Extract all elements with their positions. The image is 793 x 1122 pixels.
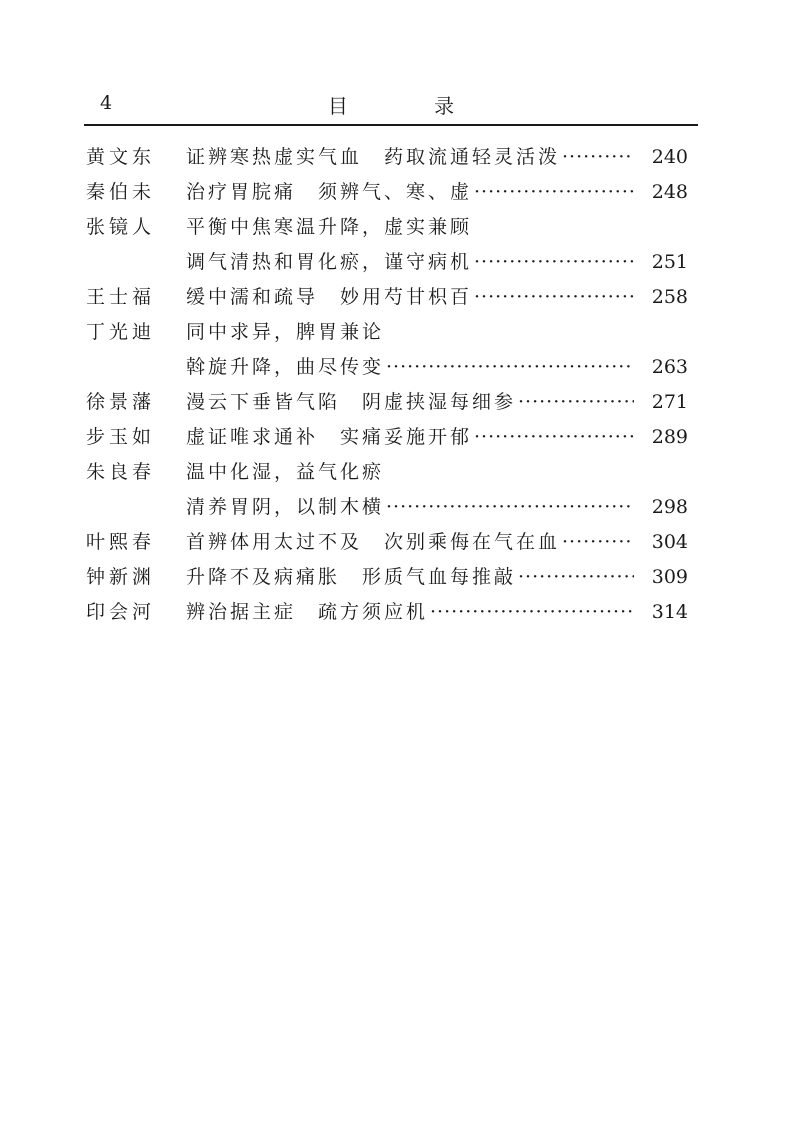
toc-entry — [84, 385, 688, 420]
dot-leader — [474, 175, 634, 210]
toc-title-text: 缓中濡和疏导 妙用芍甘枳百 — [186, 286, 473, 308]
toc-title-text: 治疗胃脘痛 须辨气、寒、虚 — [186, 181, 473, 203]
toc-line — [84, 315, 688, 350]
toc-author: 钟新渊 — [86, 566, 156, 588]
toc-entry — [84, 280, 688, 315]
toc-title-text: 斡旋升降，曲尽传变 — [186, 356, 385, 378]
toc-entry — [84, 420, 688, 455]
page-header — [84, 90, 698, 126]
toc-entry — [84, 140, 688, 175]
toc-line — [84, 595, 688, 630]
dot-leader — [562, 525, 634, 560]
toc-line — [84, 210, 688, 245]
dot-leader — [386, 490, 634, 525]
toc-author: 朱良春 — [86, 461, 156, 483]
toc-entry — [84, 560, 688, 595]
toc-author: 叶熙春 — [86, 531, 156, 553]
toc-entry — [84, 595, 688, 630]
dot-leader — [474, 280, 634, 315]
toc-line — [84, 560, 688, 595]
toc-title-text: 调气清热和胃化瘀，谨守病机 — [186, 251, 473, 273]
dot-leader — [474, 420, 634, 455]
toc-page-number: 271 — [651, 391, 688, 413]
toc-line — [84, 525, 688, 560]
toc-entry — [84, 210, 688, 280]
header-rule — [84, 124, 698, 126]
dot-leader — [474, 245, 634, 280]
toc-author: 丁光迪 — [86, 321, 156, 343]
toc-line — [84, 175, 688, 210]
toc-title-text: 漫云下垂皆气陷 阴虚挟湿每细参 — [186, 391, 517, 413]
toc-title-text: 辨治据主症 疏方须应机 — [186, 601, 429, 623]
toc-line — [84, 490, 688, 525]
toc-line — [84, 455, 688, 490]
toc-line — [84, 385, 688, 420]
toc-title-text: 清养胃阴，以制木横 — [186, 496, 385, 518]
toc-page-number: 240 — [651, 146, 688, 168]
toc-line — [84, 280, 688, 315]
toc-author: 黄文东 — [86, 146, 156, 168]
toc-author: 印会河 — [86, 601, 156, 623]
toc-page-number: 304 — [651, 531, 688, 553]
toc-line — [84, 350, 688, 385]
toc-line — [84, 245, 688, 280]
toc-page-number: 298 — [651, 496, 688, 518]
dot-leader — [518, 385, 634, 420]
toc-line — [84, 140, 688, 175]
toc-title-text: 虚证唯求通补 实痛妥施开郁 — [186, 426, 473, 448]
toc-title-text: 首辨体用太过不及 次别乘侮在气在血 — [186, 531, 561, 553]
toc-page-number: 251 — [651, 251, 688, 273]
toc-author: 秦伯未 — [86, 181, 156, 203]
dot-leader — [562, 140, 634, 175]
toc-author: 徐景藩 — [86, 391, 156, 413]
toc-entry — [84, 315, 688, 385]
toc-page-number: 258 — [651, 286, 688, 308]
toc-page-number: 314 — [651, 601, 688, 623]
table-of-contents — [84, 140, 688, 630]
page-number: 4 — [100, 92, 113, 114]
toc-page-number: 289 — [651, 426, 688, 448]
toc-page-number: 263 — [651, 356, 688, 378]
toc-author: 张镜人 — [86, 216, 156, 238]
toc-page-number: 309 — [651, 566, 688, 588]
toc-title-text: 平衡中焦寒温升降，虚实兼顾 — [186, 216, 473, 238]
toc-title-text: 升降不及病痛胀 形质气血每推敲 — [186, 566, 517, 588]
page-title: 目 录 — [327, 94, 495, 118]
toc-entry — [84, 525, 688, 560]
toc-author: 王士福 — [86, 286, 156, 308]
toc-entry — [84, 455, 688, 525]
toc-author: 步玉如 — [86, 426, 156, 448]
dot-leader — [430, 595, 634, 630]
toc-title-text: 温中化湿，益气化瘀 — [186, 461, 385, 483]
toc-page-number: 248 — [651, 181, 688, 203]
toc-title-text: 证辨寒热虚实气血 药取流通轻灵活泼 — [186, 146, 561, 168]
dot-leader — [518, 560, 634, 595]
toc-title-text: 同中求异，脾胃兼论 — [186, 321, 385, 343]
toc-entry — [84, 175, 688, 210]
toc-line — [84, 420, 688, 455]
dot-leader — [386, 350, 634, 385]
